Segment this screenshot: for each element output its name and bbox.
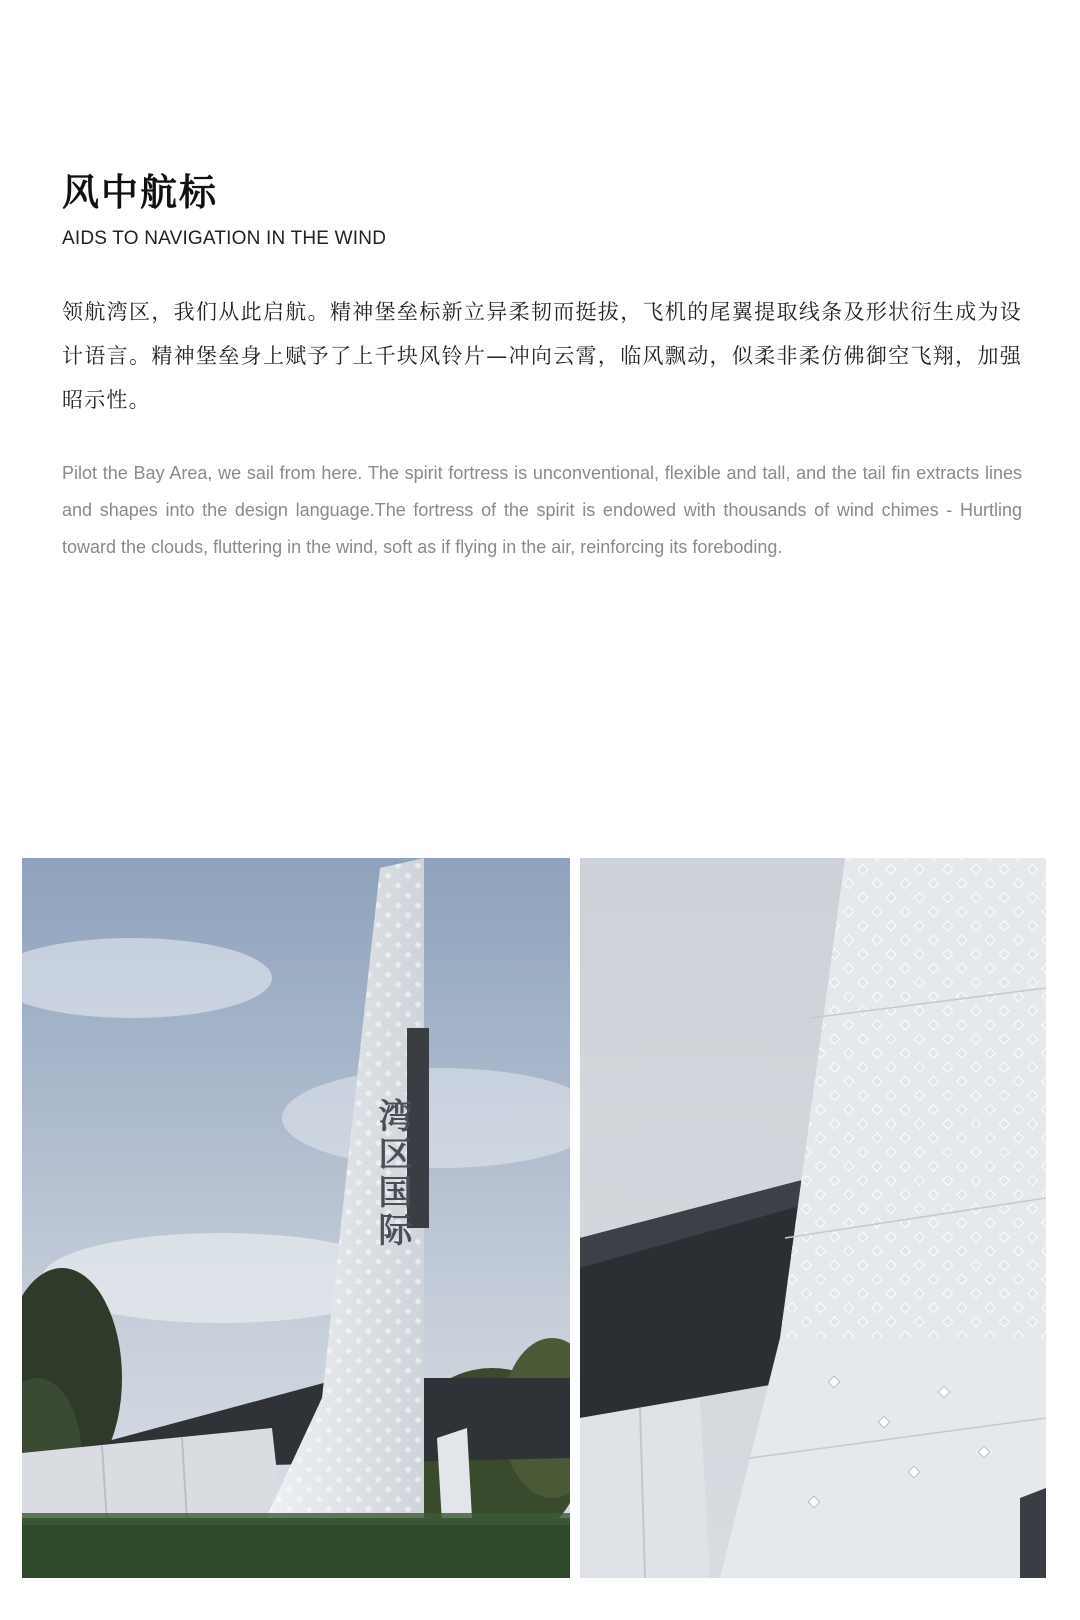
tower-photo-right [580, 858, 1046, 1578]
tower-photo-left-image [22, 858, 570, 1578]
page-subtitle: AIDS TO NAVIGATION IN THE WIND [62, 228, 387, 249]
chinese-description: 领航湾区，我们从此启航。精神堡垒标新立异柔韧而挺拔，飞机的尾翼提取线条及形状衍生成为设计语言。精神堡垒身上赋予了上千块风铃片—冲向云霄，临风飘动，似柔非柔仿佛御空飞翔，加强昭示性。 [62, 300, 1022, 412]
english-description: Pilot the Bay Area, we sail from here. The spirit fortress is unconventional, flexible and tall, and the tail fin extracts lines and shapes into the design language.The fortress of the spirit is endowed with thousands of wind chimes - Hurtling toward the clouds, fluttering in the wind, soft as if flying in the air, reinforcing its foreboding. [62, 463, 1022, 557]
tower-sign-label: 湾区国际 [372, 1098, 412, 1250]
tower-photo-left [22, 858, 570, 1578]
tower-photo-right-image [580, 858, 1046, 1578]
page-title: 风中航标 [62, 171, 218, 214]
tower-sign-text [372, 1097, 412, 1250]
